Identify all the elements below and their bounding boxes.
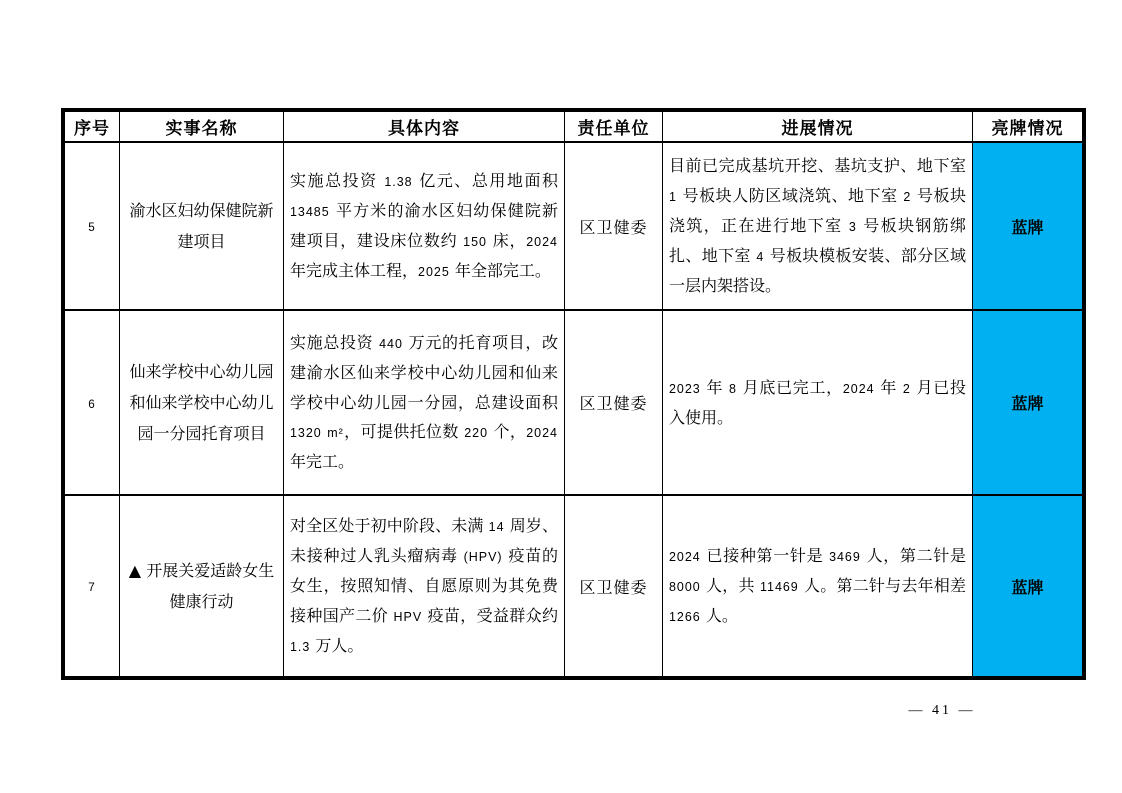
cell-project-name: ▲ 开展关爱适龄女生健康行动	[120, 495, 284, 677]
cell-serial-number: 5	[65, 142, 120, 310]
table-row	[65, 495, 1083, 677]
cell-project-name: 渝水区妇幼保健院新建项目	[120, 142, 284, 310]
header-progress-status: 进展情况	[663, 112, 973, 143]
cell-flag-status-blue: 蓝牌	[973, 495, 1083, 677]
cell-specific-content: 实施总投资 440 万元的托育项目，改建渝水区仙来学校中心幼儿园和仙来学校中心幼儿园一分园，总建设面积 1320 m²，可提供托位数 220 个，2024 年完工。	[284, 310, 565, 495]
cell-progress-status: 2024 已接种第一针是 3469 人，第二针是 8000 人，共 11469 人。第二针与去年相差 1266 人。	[663, 495, 973, 677]
header-project-name: 实事名称	[120, 112, 284, 143]
header-specific-content: 具体内容	[284, 112, 565, 143]
table-row	[65, 310, 1083, 495]
cell-specific-content: 对全区处于初中阶段、未满 14 周岁、未接种过人乳头瘤病毒 (HPV) 疫苗的女生，按照知情、自愿原则为其免费接种国产二价 HPV 疫苗，受益群众约 1.3 万人。	[284, 495, 565, 677]
cell-specific-content: 实施总投资 1.38 亿元、总用地面积 13485 平方米的渝水区妇幼保健院新建项目，建设床位数约 150 床，2024 年完成主体工程，2025 年全部完工。	[284, 142, 565, 310]
cell-project-name: 仙来学校中心幼儿园和仙来学校中心幼儿园一分园托育项目	[120, 310, 284, 495]
header-serial-number: 序号	[65, 112, 120, 143]
page-number: — 41 —	[908, 703, 976, 718]
table-row	[65, 142, 1083, 310]
cell-progress-status: 目前已完成基坑开挖、基坑支护、地下室 1 号板块人防区域浇筑、地下室 2 号板块浇筑，正在进行地下室 3 号板块钢筋绑扎、地下室 4 号板块模板安装、部分区域一层内架搭设。	[663, 142, 973, 310]
cell-serial-number: 7	[65, 495, 120, 677]
header-responsible-unit: 责任单位	[565, 112, 663, 143]
cell-serial-number: 6	[65, 310, 120, 495]
table-header-row	[65, 112, 1083, 143]
cell-responsible-unit: 区卫健委	[565, 495, 663, 677]
header-flag-status: 亮牌情况	[973, 112, 1083, 143]
projects-table-frame	[61, 108, 1086, 680]
projects-table	[64, 111, 1083, 677]
cell-flag-status-blue: 蓝牌	[973, 310, 1083, 495]
cell-responsible-unit: 区卫健委	[565, 142, 663, 310]
cell-flag-status-blue: 蓝牌	[973, 142, 1083, 310]
cell-responsible-unit: 区卫健委	[565, 310, 663, 495]
cell-progress-status: 2023 年 8 月底已完工，2024 年 2 月已投入使用。	[663, 310, 973, 495]
